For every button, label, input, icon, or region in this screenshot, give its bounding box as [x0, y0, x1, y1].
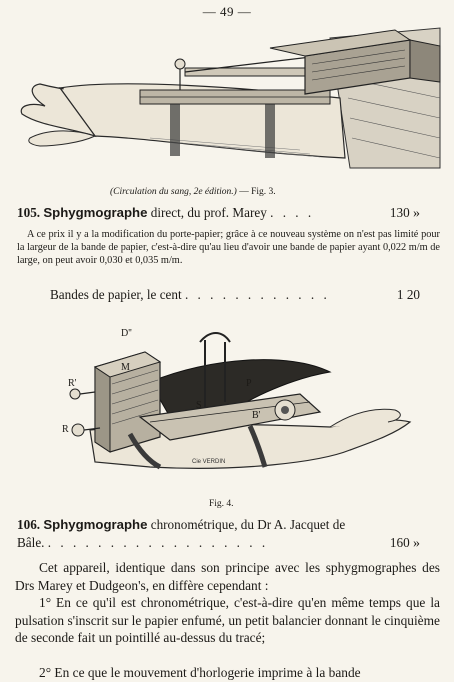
entry-106-number: 106.: [17, 517, 41, 532]
entry-105-number: 105.: [17, 205, 41, 220]
paragraph-1: Cet appareil, identique dans son principe avec les sphygmographes des Drs Marey et Dudgeon's, en diffère cependant :: [15, 560, 440, 593]
fig4-label-r-prime: R': [68, 378, 77, 389]
fig4-label-s: S: [196, 400, 202, 411]
paragraph-2: 1° En ce qu'il est chronométrique, c'est-à-dire qu'en même temps que la pulsation s'inscrit sur le papier enfumé, un petit balancier donnant le cinquième de seconde fait un pointillé au-dessus du tracé;: [15, 595, 440, 645]
fig4-label-m: M: [121, 362, 130, 373]
fig4-label-b: B': [252, 410, 261, 421]
bandes-price: 1 20: [396, 287, 420, 302]
fig4-engraver-signature: Cie VERDIN: [192, 459, 226, 465]
bandes-line: [50, 287, 444, 303]
figure-3-engraving: [0, 18, 454, 184]
entry-105-price: 130: [389, 205, 410, 220]
figure-3-caption-source: (Circulation du sang, 2e édition.): [110, 187, 237, 197]
figure-3-caption-number: — Fig. 3.: [239, 187, 276, 197]
entry-105-dots: . . . .: [270, 205, 315, 220]
entry-105-name: Sphygmographe: [43, 205, 148, 220]
fig4-label-d: D'': [121, 328, 132, 339]
entry-105-description: direct, du prof. Marey: [150, 205, 267, 220]
figure-4-illustration: [0, 322, 454, 472]
entry-106-mark: »: [413, 536, 420, 551]
fig4-label-p: P: [246, 378, 252, 389]
entry-106-heading-line2: [17, 535, 444, 551]
page-number: — 49 —: [202, 4, 252, 19]
entry-105-note: A ce prix il y a la modification du porte-papier; grâce à ce nouveau système on n'est pas limité pour la largeur de la bande de papier, c'est-à-dire qu'au lieu d'avoir une bande de papier ayant 0,022 m/m de large, on peut avoir 0,030 et 0,035 m/m.: [17, 229, 440, 266]
entry-106-name: Sphygmographe: [43, 517, 148, 532]
entry-106-dots: . . . . . . . . . . . . . . . . . .: [47, 535, 269, 550]
figure-3-illustration: [0, 18, 454, 184]
bandes-label: Bandes de papier, le cent: [50, 287, 182, 302]
entry-106-price-group: [390, 535, 420, 551]
entry-106-city: Bâle.: [17, 535, 45, 550]
entry-106-description: chronométrique, du Dr A. Jacquet de: [150, 517, 346, 532]
figure-4-caption: Fig. 4.: [209, 499, 234, 509]
fig4-label-r: R: [62, 424, 69, 435]
paragraph-3: 2° En ce que le mouvement d'horlogerie imprime à la bande: [39, 665, 361, 680]
figure-3-caption: [110, 187, 276, 197]
figure-4-engraving: [0, 322, 454, 472]
entry-105-heading: [17, 205, 444, 221]
entry-105-price-group: [390, 205, 420, 221]
entry-105-mark: »: [413, 206, 420, 221]
bandes-dots: . . . . . . . . . . . .: [184, 287, 330, 302]
entry-106-heading: [17, 517, 444, 533]
entry-106-price: 160: [389, 535, 410, 550]
